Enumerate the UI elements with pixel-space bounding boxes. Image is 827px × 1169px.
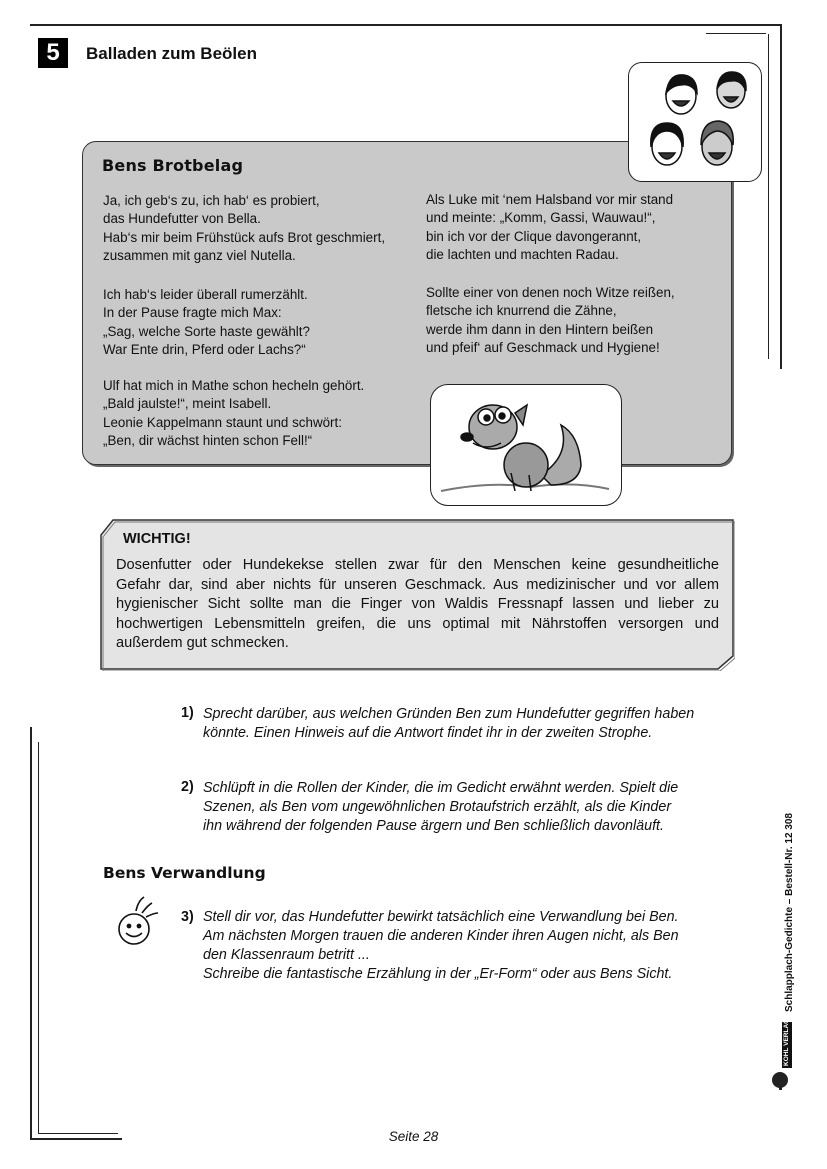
info-title: WICHTIG! xyxy=(123,531,191,547)
poem-line: In der Pause fragte mich Max: xyxy=(103,305,282,321)
poem-line: War Ente drin, Pferd oder Lachs?“ xyxy=(103,341,306,357)
poem-line: „Sag, welche Sorte haste gewählt? xyxy=(103,323,310,339)
poem-line: „Bald jaulste!“, meint Isabell. xyxy=(103,396,272,412)
poem-line: die lachten und machten Radau. xyxy=(426,246,619,262)
laughing-faces-icon xyxy=(629,63,761,181)
frame-rule-left xyxy=(30,727,32,1139)
task-line: Schreibe die fantastische Erzählung in der „Er-Form“ oder aus Bens Sicht. xyxy=(203,966,673,982)
section-heading: Bens Verwandlung xyxy=(103,864,266,882)
poem-line: das Hundefutter von Bella. xyxy=(103,211,261,227)
dog-icon xyxy=(431,385,621,505)
task-line: den Klassenraum betritt ... xyxy=(203,947,370,963)
poem-line: Als Luke mit ‘nem Halsband vor mir stand xyxy=(426,192,674,207)
poem-line: „Ben, dir wächst hinten schon Fell!“ xyxy=(103,432,313,448)
poem-line: und pfeif‘ auf Geschmack und Hygiene! xyxy=(426,339,660,355)
task-line: Szenen, als Ben vom ungewöhnlichen Brotaufstrich erzählt, als die Kinder xyxy=(203,799,672,815)
poem-line: bin ich vor der Clique davongerannt, xyxy=(426,228,642,244)
task-line: Sprecht darüber, aus welchen Gründen Ben zum Hundefutter gegriffen haben xyxy=(203,706,695,722)
poem-title: Bens Brotbelag xyxy=(102,156,244,175)
smiley-icon xyxy=(114,893,168,951)
info-text xyxy=(116,556,719,654)
poem-line: zusammen mit ganz viel Nutella. xyxy=(103,247,296,263)
frame-rule-top-inner xyxy=(706,33,766,34)
tree-logo-icon xyxy=(770,1020,794,1092)
task-line: Am nächsten Morgen trauen die anderen Kinder ihren Augen nicht, als Ben xyxy=(203,928,679,944)
poem-stanza-1 xyxy=(103,192,385,265)
poem-stanza-4 xyxy=(426,191,673,264)
poem-line: werde ihm dann in den Hintern beißen xyxy=(426,321,654,337)
frame-rule-left-inner xyxy=(38,742,39,1134)
frame-rule-right-inner xyxy=(768,34,769,359)
task-line: könnte. Einen Hinweis auf die Antwort findet ihr in der zweiten Strophe. xyxy=(203,725,653,741)
poem-line: Ulf hat mich in Mathe schon hecheln gehört. xyxy=(103,378,365,393)
task-3-number: 3) xyxy=(181,909,194,925)
publisher-logo xyxy=(770,1020,794,1092)
frame-rule-right xyxy=(780,24,782,369)
page-number: Seite 28 xyxy=(388,1129,439,1144)
task-2-number: 2) xyxy=(181,779,194,795)
chapter-number: 5 xyxy=(38,38,68,68)
task-2-text xyxy=(203,779,678,836)
info-line: außerdem gut schmecken. xyxy=(116,635,289,652)
frame-rule-top xyxy=(30,24,780,26)
poem-line: fletsche ich knurrend die Zähne, xyxy=(426,303,617,319)
task-line: ihn während der folgenden Pause ärgern und Ben schließlich davonläuft. xyxy=(203,818,664,834)
laughing-faces-illustration xyxy=(628,62,762,182)
poem-stanza-2 xyxy=(103,286,310,359)
info-line: Dosenfutter oder Hundekekse stellen zwar für den Menschen keine gesundheitliche xyxy=(116,557,719,573)
task-line: Stell dir vor, das Hundefutter bewirkt tatsächlich eine Verwandlung bei Ben. xyxy=(203,909,679,925)
poem-line: Sollte einer von denen noch Witze reißen, xyxy=(426,285,675,300)
task-1-text xyxy=(203,705,694,743)
info-line: hygienischer Sicht sollte man die Finger von Waldis Fressnapf lassen und lieber zu xyxy=(116,596,719,613)
poem-line: Leonie Kappelmann staunt und schwört: xyxy=(103,414,342,430)
publisher-name: KOHL VERLAG xyxy=(783,1018,790,1066)
poem-stanza-3 xyxy=(103,377,364,450)
chapter-title: Balladen zum Beölen xyxy=(86,44,257,63)
task-3-text xyxy=(203,908,679,984)
poem-line: und meinte: „Komm, Gassi, Wauwau!“, xyxy=(426,210,656,226)
poem-line: Ja, ich geb‘s zu, ich hab‘ es probiert, xyxy=(103,193,320,208)
poem-line: Ich hab‘s leider überall rumerzählt. xyxy=(103,287,308,302)
poem-stanza-5 xyxy=(426,284,675,357)
poem-line: Hab‘s mir beim Frühstück aufs Brot geschmiert, xyxy=(103,229,386,245)
task-1-number: 1) xyxy=(181,705,194,721)
dog-illustration xyxy=(430,384,622,506)
info-line: hochwertigen Lebensmitteln greifen, die uns optimal mit Nährstoffen versorgen und xyxy=(116,615,719,632)
info-line: Gefahr dar, sind aber nichts für unseren Geschmack. Aus medizinischer und vor allem xyxy=(116,576,719,593)
sidebar-order-text: Schlapplach-Gedichte – Bestell-Nr. 12 308 xyxy=(784,813,795,1012)
task-line: Schlüpft in die Rollen der Kinder, die im Gedicht erwähnt werden. Spielt die xyxy=(203,780,679,796)
